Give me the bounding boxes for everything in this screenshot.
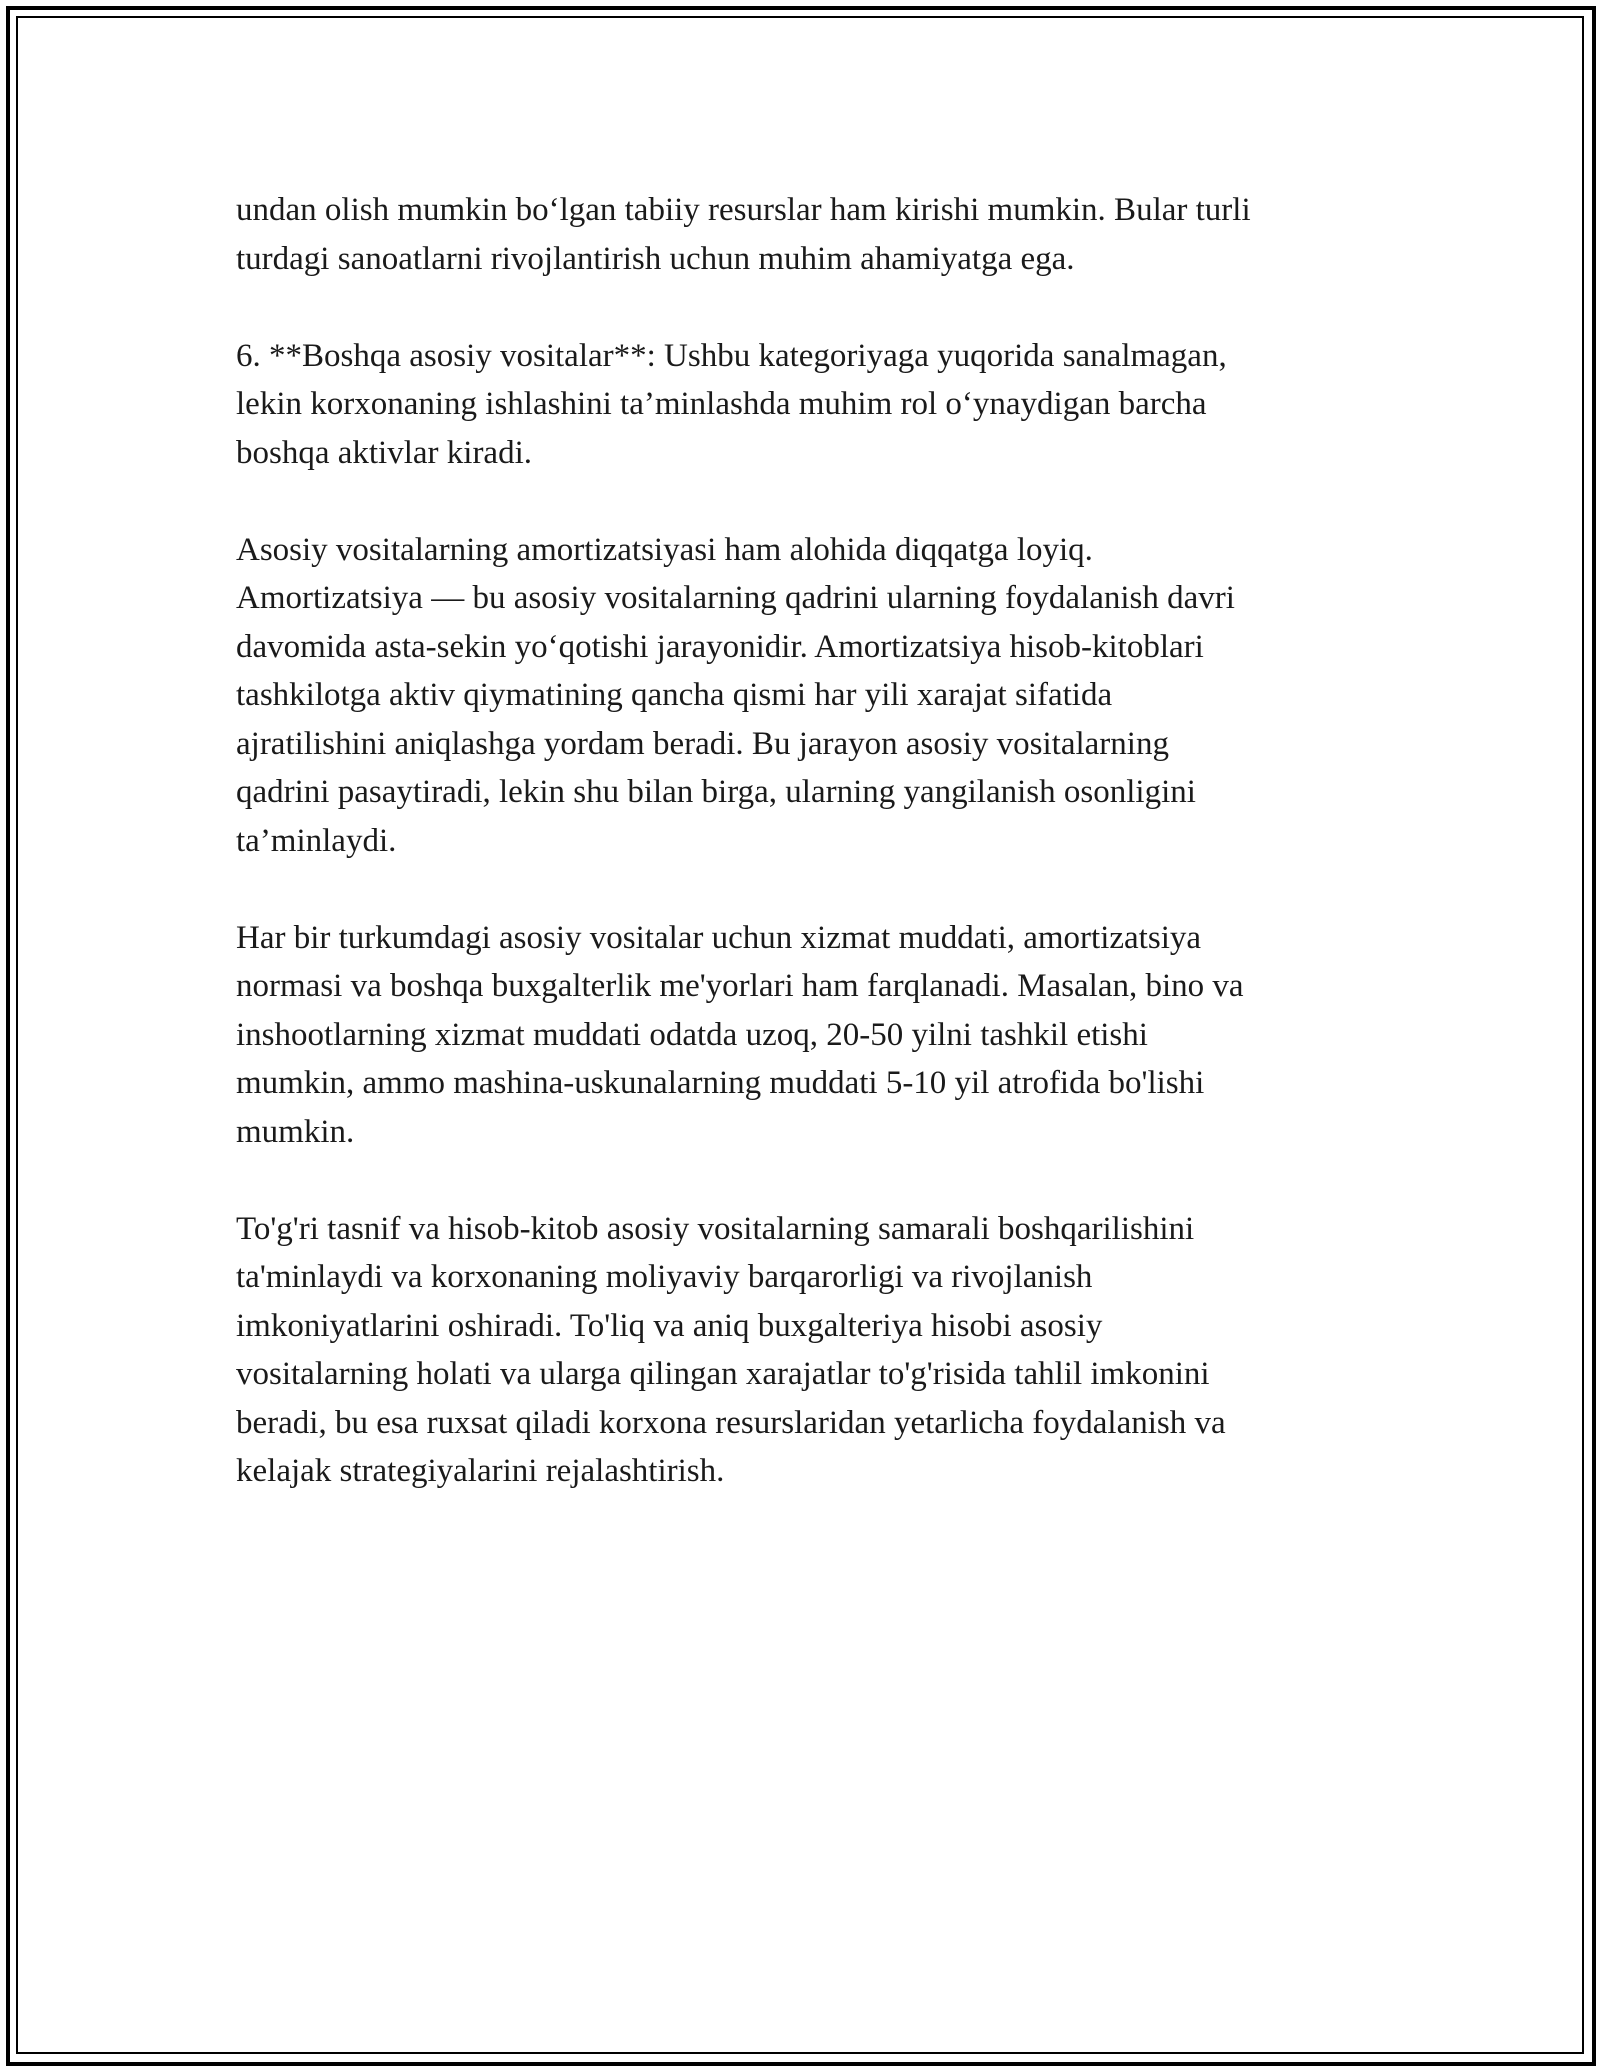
text-line: beradi, bu esa ruxsat qiladi korxona resurslaridan yetarlicha foydalanish va <box>236 1404 1226 1441</box>
text-line: boshqa aktivlar kiradi. <box>236 434 533 471</box>
text-line: ta’minlaydi. <box>236 822 397 859</box>
text-line: To'g'ri tasnif va hisob-kitob asosiy vositalarning samarali boshqarilishini <box>236 1210 1195 1247</box>
text-line: Asosiy vositalarning amortizatsiyasi ham alohida diqqatga loyiq. <box>236 531 1093 568</box>
paragraph-2 <box>236 332 1376 478</box>
paragraph-5 <box>236 1205 1376 1496</box>
text-line: normasi va boshqa buxgalterlik me'yorlari ham farqlanadi. Masalan, bino va <box>236 968 1244 1004</box>
text-line: Amortizatsiya — bu asosiy vositalarning qadrini ularning foydalanish davri <box>236 580 1235 616</box>
text-line: ta'minlaydi va korxonaning moliyaviy barqarorligi va rivojlanish <box>236 1259 1093 1295</box>
text-line: Har bir turkumdagi asosiy vositalar uchun xizmat muddati, amortizatsiya <box>236 919 1202 956</box>
text-line: qadrini pasaytiradi, lekin shu bilan birga, ularning yangilanish osonligini <box>236 774 1196 810</box>
text-line: davomida asta-sekin yo‘qotishi jarayonidir. Amortizatsiya hisob-kitoblari <box>236 628 1204 665</box>
document-body <box>236 186 1376 1544</box>
text-line: ajratilishini aniqlashga yordam beradi. Bu jarayon asosiy vositalarning <box>236 725 1169 762</box>
text-line: lekin korxonaning ishlashini ta’minlashda muhim rol o‘ynaydigan barcha <box>236 386 1207 422</box>
text-line: kelajak strategiyalarini rejalashtirish. <box>236 1453 725 1489</box>
text-line: turdagi sanoatlarni rivojlantirish uchun muhim ahamiyatga ega. <box>236 240 1075 277</box>
text-line: undan olish mumkin bo‘lgan tabiiy resurslar ham kirishi mumkin. Bular turli <box>236 192 1251 228</box>
text-line: 6. **Boshqa asosiy vositalar**: Ushbu kategoriyaga yuqorida sanalmagan, <box>236 337 1227 374</box>
paragraph-3 <box>236 526 1376 866</box>
text-line: mumkin, ammo mashina-uskunalarning muddati 5-10 yil atrofida bo'lishi <box>236 1065 1205 1101</box>
text-line: imkoniyatlarini oshiradi. To'liq va aniq buxgalteriya hisobi asosiy <box>236 1307 1103 1344</box>
text-line: mumkin. <box>236 1113 355 1150</box>
text-line: vositalarning holati va ularga qilingan xarajatlar to'g'risida tahlil imkonini <box>236 1356 1210 1392</box>
text-line: tashkilotga aktiv qiymatining qancha qismi har yili xarajat sifatida <box>236 677 1113 713</box>
paragraph-4 <box>236 914 1376 1157</box>
paragraph-1 <box>236 186 1376 283</box>
text-line: inshootlarning xizmat muddati odatda uzoq, 20-50 yilni tashkil etishi <box>236 1016 1148 1053</box>
